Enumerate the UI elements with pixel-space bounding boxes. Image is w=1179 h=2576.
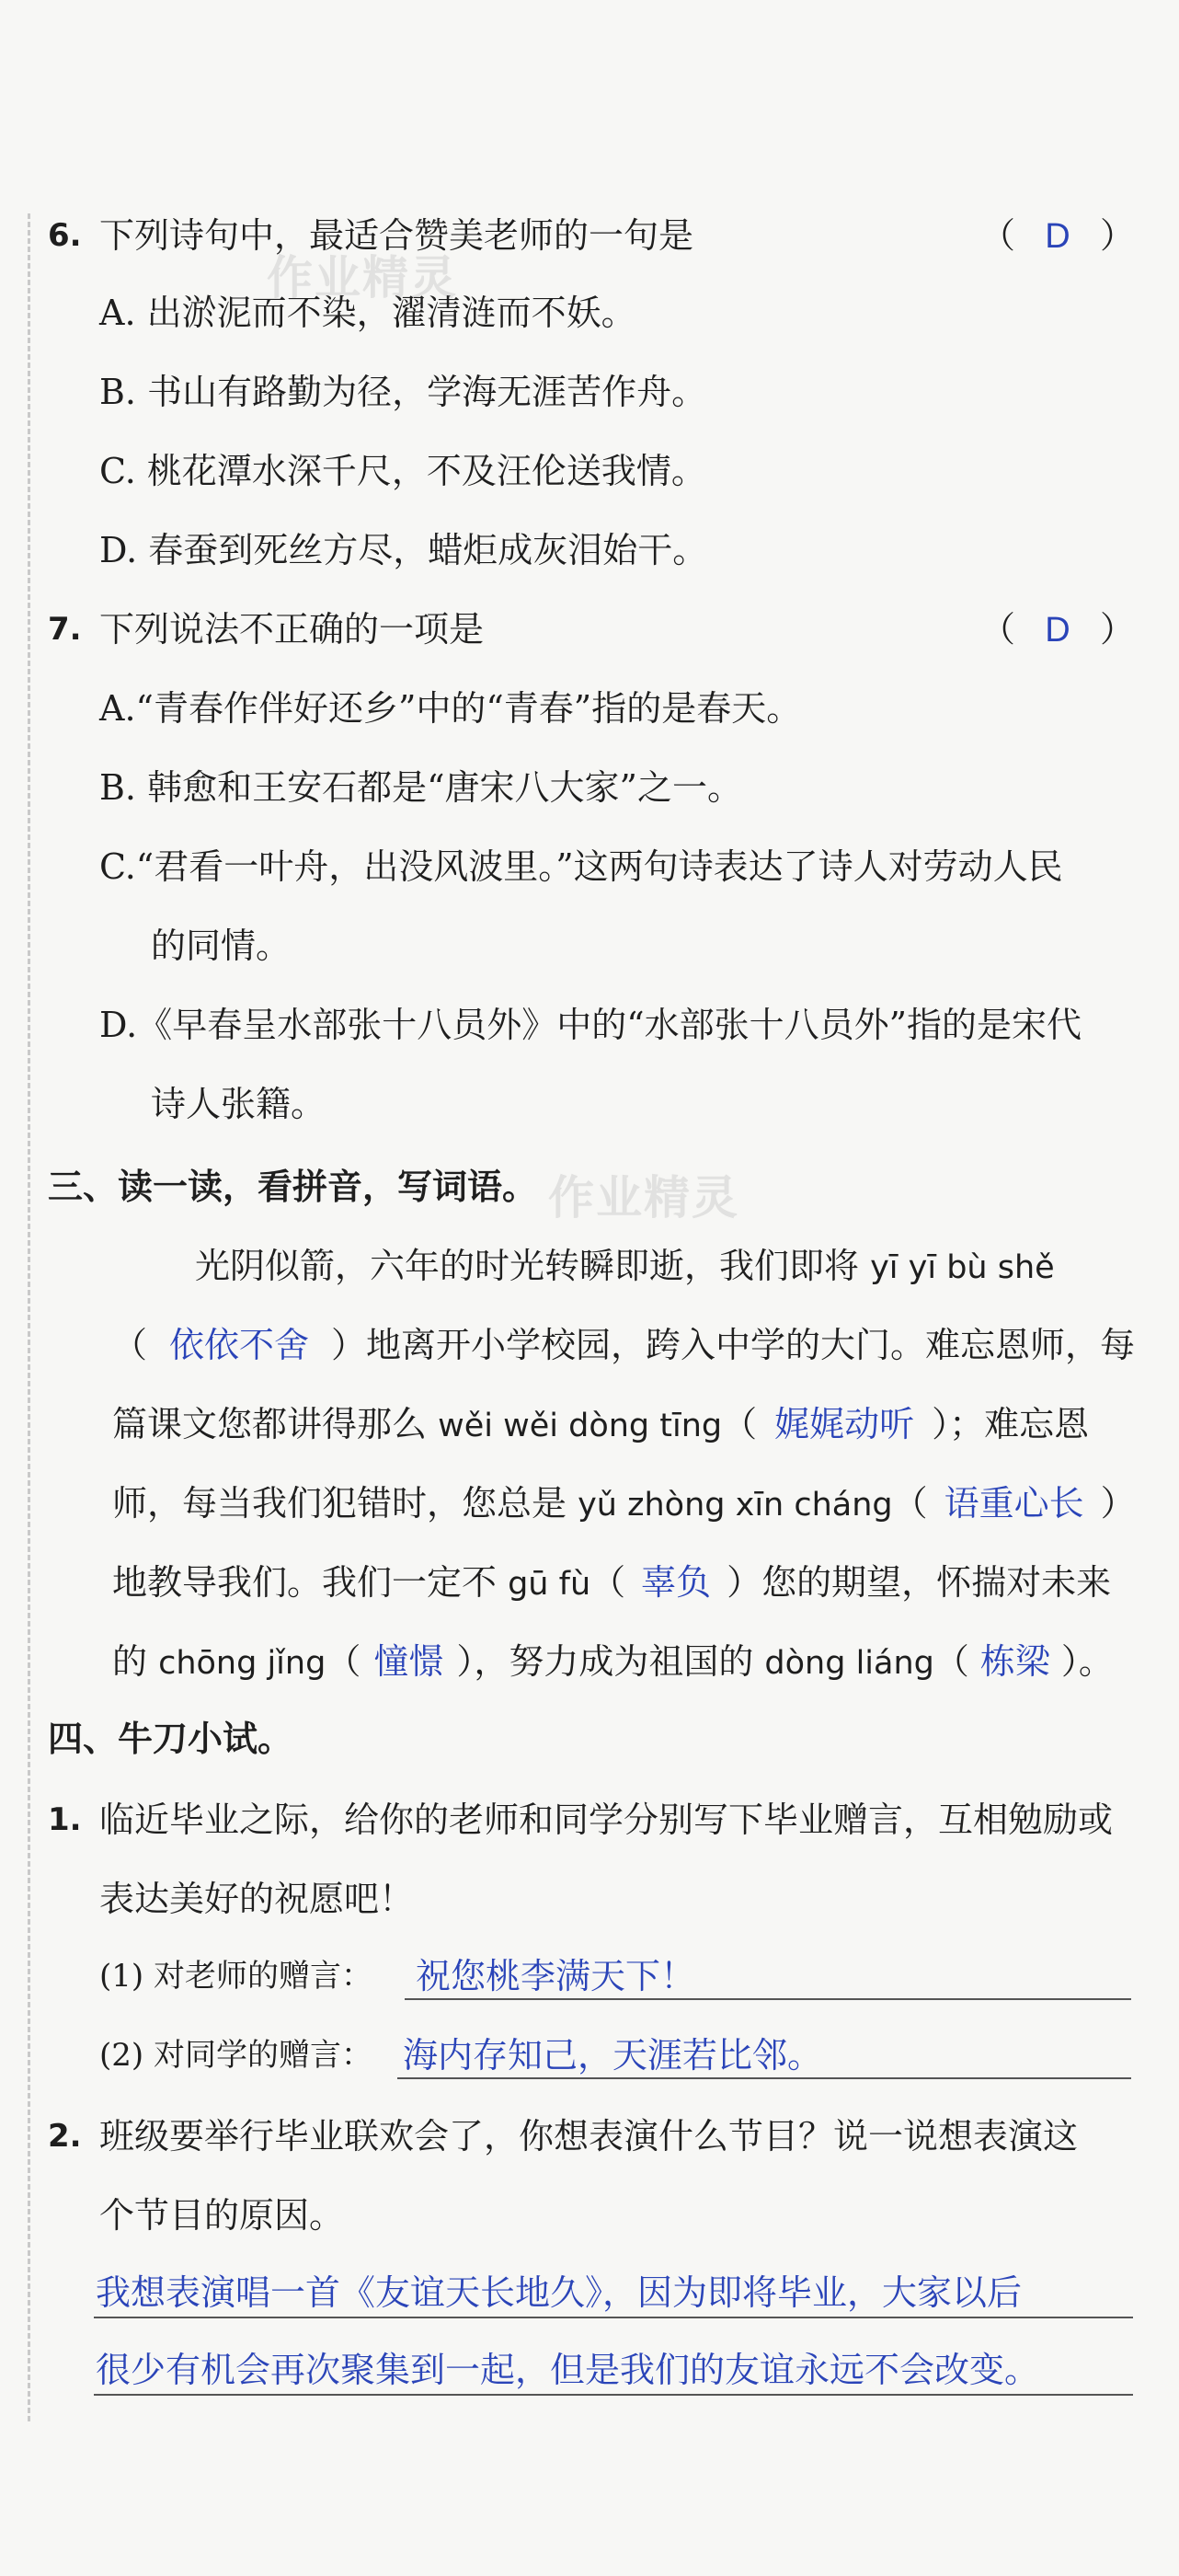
pinyin: yǔ zhòng xīn cháng xyxy=(578,1487,893,1524)
answer-underline xyxy=(94,2317,1133,2318)
pinyin: wěi wěi dòng tīng xyxy=(438,1408,723,1444)
answer-underline xyxy=(405,1998,1131,2000)
answer-choice: D xyxy=(1045,611,1070,650)
answer-fill: 辜负 xyxy=(641,1562,712,1603)
worksheet-page: 作业精灵 作业精灵 6. 下列诗句中，最适合赞美老师的一句是 （ D ） A. 出淤泥而不染，濯清涟而不妖。 B. 书山有路勤为径，学海无涯苦作舟。 C. 桃花潭水深千尺，不及汪伦送我情。 D. 春蚕到死丝方尽，蜡炬成灰泪始干。 7. 下列说法不正确的一项是 （ D ） A.“青春作伴好还乡”中的“青春”指的是春天。 B. 韩愈和王安石都是“唐宋八大家”之一。 C.“君看一叶舟，出没风波里。”这两句诗表达了诗人对劳动人民 的同情。 D.《早春呈水部张十八员外》中的“水部张十八员外”指的是宋代 诗人张籍。 三、读一读，看拼音，写词语。 光阴似箭，六年的时光转瞬即逝，我们即将 yī yī bù shě （ 依依不舍 ）地离开小学校园，跨入中学的大门。难忘恩师，每 篇课文您都讲得那么 wěi wěi dòng tīng（ 娓娓动听 ）；难忘恩 师，每当我们犯错时，您总是 yǔ zhòng xīn cháng（ 语重心长 ） 地教导我们。我们一定不 gū fù（ 辜负 ）您的期望，怀揣对未来 的 chōng jǐng（ 憧憬 ），努力成为祖国的 dòng liáng（ 栋梁 ）。 四、牛刀小试。 1. 临近毕业之际，给你的老师和同学分别写下毕业赠言，互相勉励或 表达美好的祝愿吧！ (1) 对老师的赠言： 祝您桃李满天下！ (2) 对同学的赠言： 海内存知己，天涯若比邻。 2. 班级要举行毕业联欢会了，你想表演什么节目？说一说想表演这 个节目的原因。 我想表演唱一首《友谊天长地久》，因为即将毕业，大家以后 很少有机会再次聚集到一起，但是我们的友谊永远不会改变。 xyxy=(0,0,1179,2576)
answer-text: 祝您桃李满天下！ xyxy=(416,1956,696,1996)
answer-bracket: （ D ） xyxy=(980,210,1135,262)
question-number: 2. xyxy=(48,2118,82,2155)
section-title: 三、读一读，看拼音，写词语。 xyxy=(48,1167,538,1207)
pinyin: dòng liáng xyxy=(764,1645,934,1682)
question-stem: 下列说法不正确的一项是 xyxy=(99,609,485,650)
section-title: 四、牛刀小试。 xyxy=(48,1719,293,1759)
answer-fill: 憧憬 xyxy=(373,1641,444,1682)
margin-dashed-line xyxy=(28,213,30,2421)
question-number: 1. xyxy=(48,1801,82,1838)
question-number: 7. xyxy=(48,611,82,648)
answer-text: 我想表演唱一首《友谊天长地久》，因为即将毕业，大家以后 xyxy=(96,2272,1023,2313)
answer-text: 很少有机会再次聚集到一起，但是我们的友谊永远不会改变。 xyxy=(96,2350,1040,2390)
pinyin: chōng jǐng xyxy=(158,1645,326,1682)
answer-text: 海内存知己，天涯若比邻。 xyxy=(403,2035,823,2076)
question-number: 6. xyxy=(48,217,82,254)
answer-choice: D xyxy=(1045,217,1070,256)
question-stem: 班级要举行毕业联欢会了，你想表演什么节目？说一说想表演这 xyxy=(99,2116,1079,2156)
answer-bracket: （ D ） xyxy=(980,604,1135,656)
question-stem: 下列诗句中，最适合赞美老师的一句是 xyxy=(99,215,694,256)
watermark: 作业精灵 xyxy=(267,251,458,305)
answer-fill: 娓娓动听 xyxy=(774,1404,915,1444)
pinyin: gū fù xyxy=(508,1566,591,1603)
answer-fill: 语重心长 xyxy=(944,1483,1084,1524)
pinyin: yī yī bù shě xyxy=(870,1249,1055,1286)
question-stem: 临近毕业之际，给你的老师和同学分别写下毕业赠言，互相勉励或 xyxy=(99,1800,1114,1840)
answer-fill: 依依不舍 xyxy=(169,1325,310,1365)
answer-underline xyxy=(94,2394,1133,2396)
watermark: 作业精灵 xyxy=(548,1171,739,1225)
answer-fill: 栋梁 xyxy=(979,1641,1050,1682)
answer-underline xyxy=(397,2077,1131,2079)
